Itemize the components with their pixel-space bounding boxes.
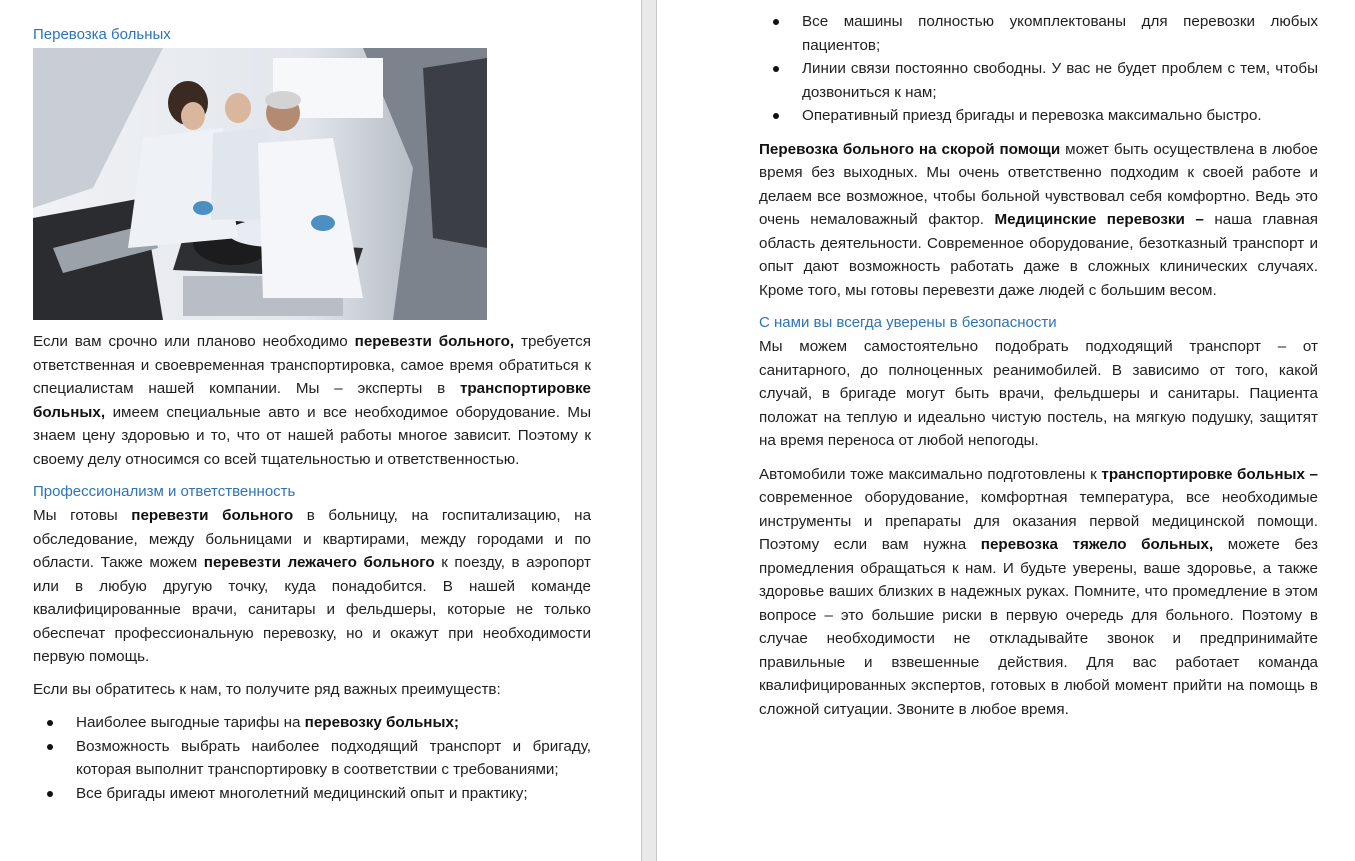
paragraph-equipment <box>759 463 1318 722</box>
text-run: Если вам срочно или планово необходимо <box>33 333 355 350</box>
text-run: Наиболее выгодные тарифы на <box>76 714 305 731</box>
list-item <box>759 104 1318 128</box>
text-run: может быть осуществлена в любое время без выходных. Мы очень ответственно подходим к своей работе и делаем все возможное, чтобы больной чувствовал себя комфортно. Ведь это очень немаловажный фактор. <box>759 140 1318 228</box>
text-run: можете без промедления обращаться к нам. И будьте уверены, ваше здоровье, а также здоровье ваших близких в надежных руках. Помните, что промедление в этом вопросе – это большие риски в первую очередь для больного. Поэтому в случае необходимости не откладывайте звонок и предпринимайте правильные и взвешенные действия. Для вас работает команда квалифицированных экспертов, готовых в любой момент прийти на помощь в сложной ситуации. Звоните в любое время. <box>759 536 1318 718</box>
text-run: Все машины полностью укомплектованы для перевозки любых пациентов; <box>802 13 1318 54</box>
heading-professionalism: Профессионализм и ответственность <box>33 483 296 500</box>
text-run: Оперативный приезд бригады и перевозка максимально быстро. <box>802 107 1262 124</box>
text-run: к поезду, в аэропорт или в любую другую точку, куда понадобится. В нашей команде квалифицированные врачи, санитары и фельдшеры, которые не только обеспечат профессиональную перевозку, но и окажут при необходимости первую помощь. <box>33 554 591 665</box>
text-run: имеем специальные авто и все необходимое оборудование. Мы знаем цену здоровью и то, что от нашей работы многое зависит. Поэтому к своему делу относимся со всей тщательностью и ответственностью. <box>33 403 591 468</box>
bold-run: перевезти больного <box>131 507 294 524</box>
bullet-icon <box>47 791 53 797</box>
bold-run: перевозка тяжело больных, <box>980 536 1214 553</box>
heading-safety: С нами вы всегда уверены в безопасности <box>759 314 1057 331</box>
paragraph-advantages-intro: Если вы обратитесь к нам, то получите ряд важных преимуществ: <box>33 680 501 698</box>
bullet-icon <box>47 720 53 726</box>
list-item <box>33 711 591 735</box>
bold-run: перевезти больного, <box>354 333 515 350</box>
bold-run: перевозку больных; <box>304 714 459 731</box>
advantages-list-continued <box>759 10 1318 128</box>
text-run: современное оборудование, комфортная температура, все необходимые инструменты и препараты для оказания первой медицинской помощи. Поэтому если вам нужна <box>759 489 1318 553</box>
bullet-icon <box>773 113 779 119</box>
paragraph-ambulance <box>759 138 1318 303</box>
document-page-right <box>657 0 1355 861</box>
page-border <box>641 0 642 861</box>
bullet-icon <box>773 19 779 25</box>
page-content <box>33 0 591 805</box>
bold-run: транспортировке больных, <box>33 380 591 421</box>
text-run: Мы готовы <box>33 507 132 524</box>
photo-icon <box>33 48 487 320</box>
ambulance-crew-photo <box>33 48 487 320</box>
text-run: Автомобили тоже максимально подготовлены к <box>759 465 1102 483</box>
bold-run: транспортировке больных – <box>1101 465 1318 483</box>
document-page-left <box>0 0 641 861</box>
text-run: Линии связи постоянно свободны. У вас не будет проблем с тем, чтобы дозвониться к нам; <box>802 60 1318 101</box>
paragraph-services <box>33 504 591 669</box>
list-item <box>759 10 1318 57</box>
text-run: Все бригады имеют многолетний медицинский опыт и практику; <box>76 784 528 802</box>
bold-run: перевезти лежачего больного <box>203 554 435 571</box>
bold-run: Медицинские перевозки – <box>994 211 1204 228</box>
text-run: Возможность выбрать наиболее подходящий транспорт и бригаду, которая выполнит транспортировку в соответствии с требованиями; <box>76 737 591 778</box>
paragraph-intro <box>33 330 591 471</box>
text-run: в больницу, на госпитализацию, на обследование, между больницами и квартирами, между городами и по области. Также можем <box>33 507 592 571</box>
bullet-icon <box>773 66 779 72</box>
text-run: требуется ответственная и своевременная транспортировка, самое время обратиться к специалистам нашей компании. Мы – эксперты в <box>33 333 591 397</box>
paragraph-vehicle-choice: Мы можем самостоятельно подобрать подходящий транспорт – от санитарного, до полноценных реанимобилей. В зависимо от того, какой случай, в бригаде могут быть врачи, фельдшеры и санитары. Пациента положат на теплую и идеально чистую постель, на мягкую подушку, защитят на время переноса от любой непогоды. <box>759 338 1318 449</box>
list-item <box>33 782 591 806</box>
bold-run: Перевозка больного на скорой помощи <box>759 140 1061 158</box>
text-run: наша главная область деятельности. Современное оборудование, безотказный транспорт и опыт дают возможность работать даже в сложных клинических случаях. Кроме того, мы готовы перевезти даже людей с большим весом. <box>759 211 1318 299</box>
page-content <box>759 0 1318 721</box>
advantages-list <box>33 711 591 805</box>
bullet-icon <box>47 744 53 750</box>
list-item <box>33 735 591 782</box>
heading-transport: Перевозка больных <box>33 26 171 43</box>
list-item <box>759 57 1318 104</box>
